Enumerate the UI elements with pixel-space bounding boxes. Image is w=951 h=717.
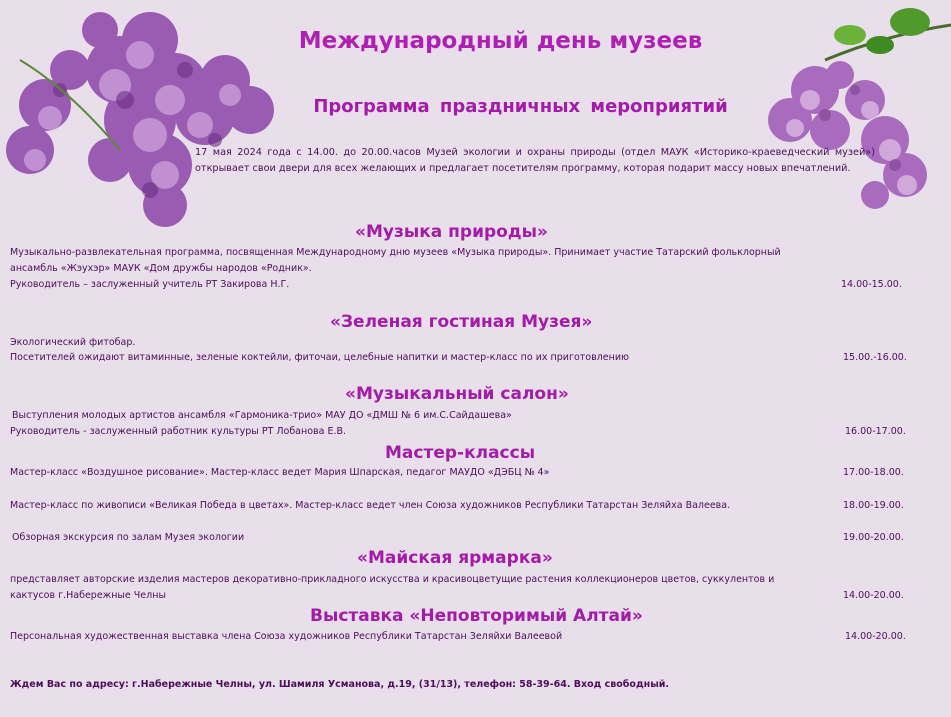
section-line: Руководитель - заслуженный работник культуры РТ Лобанова Е.В. [10,426,347,437]
section-time: 15.00.-16.00. [843,352,907,363]
section-title-music-salon: «Музыкальный салон» [345,384,569,404]
section-time: 14.00-15.00. [841,279,902,290]
page-subtitle: Программа праздничных мероприятий [313,96,728,117]
section-time: 16.00-17.00. [845,426,906,437]
section-title-may-fair: «Майская ярмарка» [357,548,553,568]
section-title-green-lounge: «Зеленая гостиная Музея» [330,312,593,332]
section-line: Экологический фитобар. [10,337,136,348]
intro-paragraph: 17 мая 2024 года с 14.00. до 20.00.часов Музей экологии и охраны природы (отдел МАУК «Историко-краеведческий музей») открывает свои двери для всех желающих и предлагает посетителям программу, которая подарит массу новых впечатлений. [195,147,875,174]
section-line: Посетителей ожидают витаминные, зеленые коктейли, фиточаи, целебные напитки и мастер-класс по их приготовлению [10,352,629,363]
list-item: Обзорная экскурсия по залам Музея экологии [12,532,245,543]
page-title: Международный день музеев [298,28,703,54]
section-line: представляет авторские изделия мастеров декоративно-прикладного искусства и красивоцветущие растения коллекционеров цветов, суккулентов и [10,574,775,585]
section-line: Музыкально-развлекательная программа, посвященная Международному дню музеев «Музыка природы». Принимает участие Татарский фольклорный [10,247,781,258]
section-title-altai-exhibition: Выставка «Неповторимый Алтай» [310,606,643,626]
section-time: 18.00-19.00. [843,500,904,511]
section-title-master-classes: Мастер-классы [385,443,536,463]
section-line: ансамбль «Жэухэр» МАУК «Дом дружбы народов «Родник». [10,263,312,274]
footer-address: Ждем Вас по адресу: г.Набережные Челны, ул. Шамиля Усманова, д.19, (31/13), телефон: 58-39-64. Вход свободный. [10,679,670,690]
section-time: 14.00-20.00. [845,631,906,642]
section-title-music-nature: «Музыка природы» [355,222,548,242]
list-item: Мастер-класс «Воздушное рисование». Мастер-класс ведет Мария Шпарская, педагог МАУДО «ДЭБЦ № 4» [10,467,550,478]
section-line: Руководитель – заслуженный учитель РТ Закирова Н.Г. [10,279,290,290]
section-time: 19.00-20.00. [843,532,904,543]
section-line: Выступления молодых артистов ансамбля «Гармоника-трио» МАУ ДО «ДМШ № 6 им.С.Сайдашева» [12,410,512,421]
section-line: кактусов г.Набережные Челны [10,590,166,601]
section-line: Персональная художественная выставка члена Союза художников Республики Татарстан Зеляйхи Валеевой [10,631,563,642]
list-item: Мастер-класс по живописи «Великая Победа в цветах». Мастер-класс ведет член Союза художников Республики Татарстан Зеляйха Валеева. [10,500,731,511]
section-time: 14.00-20.00. [843,590,904,601]
section-time: 17.00-18.00. [843,467,904,478]
